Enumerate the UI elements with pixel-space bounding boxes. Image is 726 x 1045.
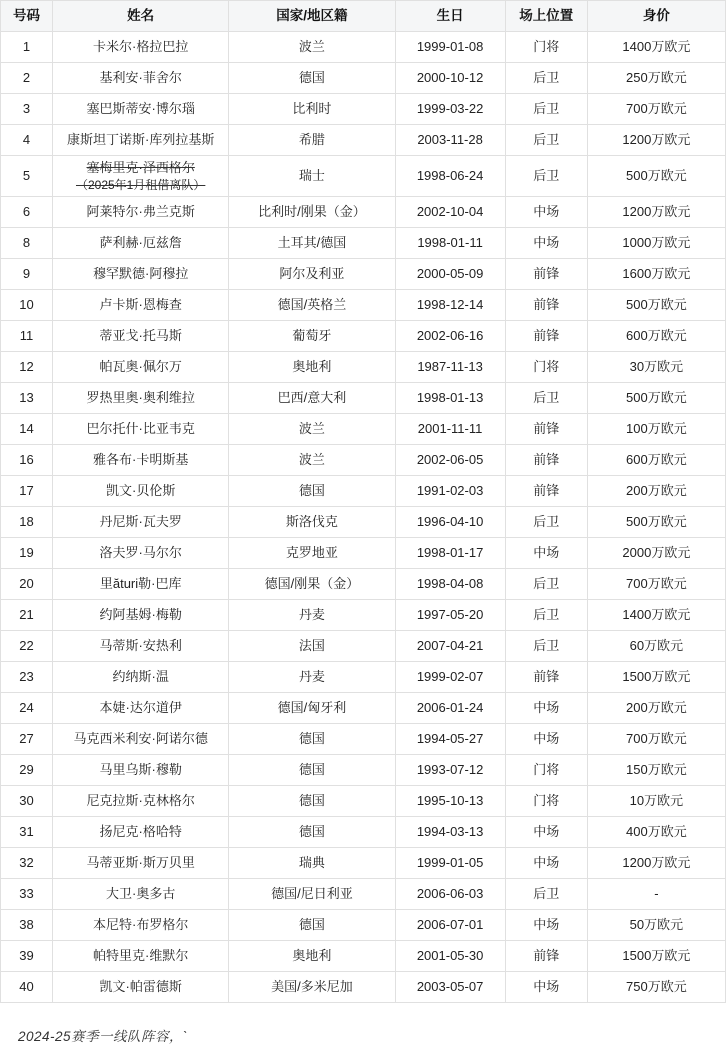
cell-position: 后卫 bbox=[505, 382, 587, 413]
cell-nation: 德国/刚果（金） bbox=[229, 568, 395, 599]
cell-position: 后卫 bbox=[505, 568, 587, 599]
cell-birthday: 1991-02-03 bbox=[395, 475, 505, 506]
cell-number: 6 bbox=[1, 196, 53, 227]
cell-market-value: 1500万欧元 bbox=[587, 661, 725, 692]
cell-nation: 波兰 bbox=[229, 444, 395, 475]
cell-birthday: 1994-05-27 bbox=[395, 723, 505, 754]
cell-market-value: 400万欧元 bbox=[587, 816, 725, 847]
cell-name: 帕特里克·维默尔 bbox=[53, 940, 229, 971]
header-row bbox=[1, 1, 726, 32]
cell-market-value: 2000万欧元 bbox=[587, 537, 725, 568]
cell-position: 前锋 bbox=[505, 475, 587, 506]
cell-name: 洛夫罗·马尔尔 bbox=[53, 537, 229, 568]
cell-name: 里ături勒·巴库 bbox=[53, 568, 229, 599]
table-row bbox=[1, 444, 726, 475]
cell-name: 约阿基姆·梅勒 bbox=[53, 599, 229, 630]
cell-market-value: 100万欧元 bbox=[587, 413, 725, 444]
cell-birthday: 1998-12-14 bbox=[395, 289, 505, 320]
table-row bbox=[1, 156, 726, 197]
cell-name: 阿莱特尔·弗兰克斯 bbox=[53, 196, 229, 227]
cell-number: 17 bbox=[1, 475, 53, 506]
cell-birthday: 1999-01-08 bbox=[395, 32, 505, 63]
cell-name: 马蒂亚斯·斯万贝里 bbox=[53, 847, 229, 878]
cell-name: 扬尼克·格哈特 bbox=[53, 816, 229, 847]
cell-nation: 斯洛伐克 bbox=[229, 506, 395, 537]
cell-nation: 美国/多米尼加 bbox=[229, 971, 395, 1002]
cell-position: 中场 bbox=[505, 971, 587, 1002]
cell-name: 卡米尔·格拉巴拉 bbox=[53, 32, 229, 63]
cell-nation: 德国 bbox=[229, 754, 395, 785]
cell-position: 中场 bbox=[505, 196, 587, 227]
cell-number: 23 bbox=[1, 661, 53, 692]
cell-market-value: 200万欧元 bbox=[587, 475, 725, 506]
cell-nation: 波兰 bbox=[229, 413, 395, 444]
cell-number: 13 bbox=[1, 382, 53, 413]
cell-number: 9 bbox=[1, 258, 53, 289]
cell-position: 后卫 bbox=[505, 63, 587, 94]
cell-birthday: 1998-01-17 bbox=[395, 537, 505, 568]
cell-position: 门将 bbox=[505, 754, 587, 785]
cell-name: 巴尔托什·比亚韦克 bbox=[53, 413, 229, 444]
cell-nation: 巴西/意大利 bbox=[229, 382, 395, 413]
cell-market-value: 500万欧元 bbox=[587, 156, 725, 197]
cell-position: 后卫 bbox=[505, 94, 587, 125]
table-row bbox=[1, 413, 726, 444]
table-row bbox=[1, 754, 726, 785]
cell-market-value: 700万欧元 bbox=[587, 568, 725, 599]
cell-nation: 希腊 bbox=[229, 125, 395, 156]
cell-number: 27 bbox=[1, 723, 53, 754]
cell-market-value: 750万欧元 bbox=[587, 971, 725, 1002]
cell-number: 8 bbox=[1, 227, 53, 258]
cell-position: 后卫 bbox=[505, 156, 587, 197]
player-name-note: （2025年1月租借离队） bbox=[75, 177, 206, 192]
cell-nation: 德国/英格兰 bbox=[229, 289, 395, 320]
cell-position: 后卫 bbox=[505, 599, 587, 630]
table-row bbox=[1, 940, 726, 971]
cell-market-value: 1200万欧元 bbox=[587, 196, 725, 227]
cell-birthday: 2003-05-07 bbox=[395, 971, 505, 1002]
cell-birthday: 2001-05-30 bbox=[395, 940, 505, 971]
table-row bbox=[1, 847, 726, 878]
cell-market-value: 500万欧元 bbox=[587, 289, 725, 320]
cell-nation: 德国 bbox=[229, 909, 395, 940]
cell-nation: 土耳其/德国 bbox=[229, 227, 395, 258]
cell-market-value: 1000万欧元 bbox=[587, 227, 725, 258]
cell-birthday: 2006-01-24 bbox=[395, 692, 505, 723]
cell-birthday: 2007-04-21 bbox=[395, 630, 505, 661]
cell-position: 中场 bbox=[505, 692, 587, 723]
table-row bbox=[1, 63, 726, 94]
cell-nation: 比利时/刚果（金） bbox=[229, 196, 395, 227]
cell-position: 门将 bbox=[505, 32, 587, 63]
column-header-position: 场上位置 bbox=[505, 1, 587, 32]
cell-market-value: 1200万欧元 bbox=[587, 125, 725, 156]
cell-position: 前锋 bbox=[505, 940, 587, 971]
cell-birthday: 2006-07-01 bbox=[395, 909, 505, 940]
cell-nation: 丹麦 bbox=[229, 661, 395, 692]
cell-market-value: 1400万欧元 bbox=[587, 599, 725, 630]
table-row bbox=[1, 351, 726, 382]
table-body bbox=[1, 32, 726, 1003]
cell-birthday: 1987-11-13 bbox=[395, 351, 505, 382]
cell-market-value: 150万欧元 bbox=[587, 754, 725, 785]
cell-market-value: 200万欧元 bbox=[587, 692, 725, 723]
cell-number: 11 bbox=[1, 320, 53, 351]
cell-number: 22 bbox=[1, 630, 53, 661]
table-row bbox=[1, 320, 726, 351]
cell-name: 凯文·贝伦斯 bbox=[53, 475, 229, 506]
cell-position: 中场 bbox=[505, 723, 587, 754]
player-name: 塞梅里克·泽西格尔 bbox=[86, 160, 195, 175]
cell-nation: 德国 bbox=[229, 723, 395, 754]
cell-market-value: 500万欧元 bbox=[587, 506, 725, 537]
cell-position: 前锋 bbox=[505, 289, 587, 320]
cell-market-value: 1600万欧元 bbox=[587, 258, 725, 289]
cell-number: 24 bbox=[1, 692, 53, 723]
cell-birthday: 2003-11-28 bbox=[395, 125, 505, 156]
cell-number: 21 bbox=[1, 599, 53, 630]
cell-birthday: 1999-02-07 bbox=[395, 661, 505, 692]
cell-name: 帕瓦奥·佩尔万 bbox=[53, 351, 229, 382]
cell-position: 中场 bbox=[505, 909, 587, 940]
cell-market-value: 700万欧元 bbox=[587, 723, 725, 754]
cell-name: 本尼特·布罗格尔 bbox=[53, 909, 229, 940]
cell-position: 前锋 bbox=[505, 661, 587, 692]
cell-market-value: 30万欧元 bbox=[587, 351, 725, 382]
cell-birthday: 1993-07-12 bbox=[395, 754, 505, 785]
cell-name: 卢卡斯·恩梅查 bbox=[53, 289, 229, 320]
cell-birthday: 2002-06-05 bbox=[395, 444, 505, 475]
cell-nation: 德国 bbox=[229, 816, 395, 847]
cell-nation: 葡萄牙 bbox=[229, 320, 395, 351]
cell-nation: 比利时 bbox=[229, 94, 395, 125]
cell-birthday: 2006-06-03 bbox=[395, 878, 505, 909]
cell-position: 后卫 bbox=[505, 125, 587, 156]
cell-number: 5 bbox=[1, 156, 53, 197]
cell-market-value: 600万欧元 bbox=[587, 320, 725, 351]
cell-name: 康斯坦丁诺斯·库列拉基斯 bbox=[53, 125, 229, 156]
cell-birthday: 1997-05-20 bbox=[395, 599, 505, 630]
cell-name: 罗热里奥·奥利维拉 bbox=[53, 382, 229, 413]
table-row bbox=[1, 661, 726, 692]
cell-name: 雅各布·卡明斯基 bbox=[53, 444, 229, 475]
cell-number: 32 bbox=[1, 847, 53, 878]
cell-name: 马里乌斯·穆勒 bbox=[53, 754, 229, 785]
cell-nation: 法国 bbox=[229, 630, 395, 661]
cell-position: 前锋 bbox=[505, 320, 587, 351]
cell-name: 蒂亚戈·托马斯 bbox=[53, 320, 229, 351]
table-row bbox=[1, 785, 726, 816]
cell-nation: 丹麦 bbox=[229, 599, 395, 630]
cell-number: 40 bbox=[1, 971, 53, 1002]
cell-number: 18 bbox=[1, 506, 53, 537]
cell-market-value: 1400万欧元 bbox=[587, 32, 725, 63]
column-header-name: 姓名 bbox=[53, 1, 229, 32]
cell-name: 本婕·达尔道伊 bbox=[53, 692, 229, 723]
cell-number: 20 bbox=[1, 568, 53, 599]
cell-name: 大卫·奥多古 bbox=[53, 878, 229, 909]
cell-position: 门将 bbox=[505, 351, 587, 382]
cell-nation: 德国/尼日利亚 bbox=[229, 878, 395, 909]
cell-position: 中场 bbox=[505, 537, 587, 568]
cell-name: 凯文·帕雷德斯 bbox=[53, 971, 229, 1002]
cell-number: 29 bbox=[1, 754, 53, 785]
cell-market-value: - bbox=[587, 878, 725, 909]
cell-name bbox=[53, 156, 229, 197]
cell-nation: 瑞典 bbox=[229, 847, 395, 878]
cell-name: 尼克拉斯·克林格尔 bbox=[53, 785, 229, 816]
cell-number: 33 bbox=[1, 878, 53, 909]
table-row bbox=[1, 878, 726, 909]
table-row bbox=[1, 258, 726, 289]
cell-birthday: 2000-10-12 bbox=[395, 63, 505, 94]
cell-nation: 德国/匈牙利 bbox=[229, 692, 395, 723]
cell-position: 后卫 bbox=[505, 506, 587, 537]
table-row bbox=[1, 475, 726, 506]
cell-birthday: 2000-05-09 bbox=[395, 258, 505, 289]
cell-number: 14 bbox=[1, 413, 53, 444]
cell-birthday: 1994-03-13 bbox=[395, 816, 505, 847]
cell-birthday: 1995-10-13 bbox=[395, 785, 505, 816]
cell-name: 穆罕默德·阿穆拉 bbox=[53, 258, 229, 289]
cell-position: 中场 bbox=[505, 227, 587, 258]
cell-nation: 德国 bbox=[229, 785, 395, 816]
cell-position: 后卫 bbox=[505, 630, 587, 661]
cell-birthday: 2002-06-16 bbox=[395, 320, 505, 351]
cell-nation: 克罗地亚 bbox=[229, 537, 395, 568]
cell-market-value: 1500万欧元 bbox=[587, 940, 725, 971]
cell-birthday: 2001-11-11 bbox=[395, 413, 505, 444]
table-row bbox=[1, 568, 726, 599]
cell-nation: 奥地利 bbox=[229, 351, 395, 382]
table-row bbox=[1, 599, 726, 630]
cell-position: 前锋 bbox=[505, 413, 587, 444]
table-row bbox=[1, 723, 726, 754]
table-row bbox=[1, 125, 726, 156]
column-header-nation: 国家/地区籍 bbox=[229, 1, 395, 32]
cell-nation: 德国 bbox=[229, 475, 395, 506]
cell-market-value: 10万欧元 bbox=[587, 785, 725, 816]
cell-number: 16 bbox=[1, 444, 53, 475]
cell-name: 马蒂斯·安热利 bbox=[53, 630, 229, 661]
cell-birthday: 2002-10-04 bbox=[395, 196, 505, 227]
cell-number: 19 bbox=[1, 537, 53, 568]
table-row bbox=[1, 909, 726, 940]
cell-birthday: 1998-01-11 bbox=[395, 227, 505, 258]
table-row bbox=[1, 289, 726, 320]
cell-nation: 瑞士 bbox=[229, 156, 395, 197]
cell-birthday: 1998-04-08 bbox=[395, 568, 505, 599]
cell-market-value: 600万欧元 bbox=[587, 444, 725, 475]
cell-name: 基利安·菲舍尔 bbox=[53, 63, 229, 94]
cell-position: 中场 bbox=[505, 816, 587, 847]
table-row bbox=[1, 816, 726, 847]
table-caption: 2024-25赛季一线队阵容，` bbox=[18, 1028, 189, 1044]
cell-birthday: 1996-04-10 bbox=[395, 506, 505, 537]
cell-number: 3 bbox=[1, 94, 53, 125]
cell-name: 马克西米利安·阿诺尔德 bbox=[53, 723, 229, 754]
cell-position: 后卫 bbox=[505, 878, 587, 909]
table-row bbox=[1, 227, 726, 258]
cell-position: 中场 bbox=[505, 847, 587, 878]
table-row bbox=[1, 94, 726, 125]
column-header-birthday: 生日 bbox=[395, 1, 505, 32]
cell-number: 30 bbox=[1, 785, 53, 816]
cell-nation: 阿尔及利亚 bbox=[229, 258, 395, 289]
cell-number: 38 bbox=[1, 909, 53, 940]
cell-position: 门将 bbox=[505, 785, 587, 816]
column-header-number: 号码 bbox=[1, 1, 53, 32]
cell-birthday: 1999-01-05 bbox=[395, 847, 505, 878]
cell-position: 前锋 bbox=[505, 444, 587, 475]
cell-number: 31 bbox=[1, 816, 53, 847]
table-row bbox=[1, 971, 726, 1002]
table-row bbox=[1, 32, 726, 63]
cell-market-value: 1200万欧元 bbox=[587, 847, 725, 878]
cell-number: 12 bbox=[1, 351, 53, 382]
cell-birthday: 1999-03-22 bbox=[395, 94, 505, 125]
cell-market-value: 250万欧元 bbox=[587, 63, 725, 94]
cell-market-value: 50万欧元 bbox=[587, 909, 725, 940]
cell-name: 塞巴斯蒂安·博尔瑙 bbox=[53, 94, 229, 125]
table-row bbox=[1, 196, 726, 227]
table-row bbox=[1, 506, 726, 537]
cell-nation: 奥地利 bbox=[229, 940, 395, 971]
cell-name: 萨利赫·厄兹詹 bbox=[53, 227, 229, 258]
cell-name: 约纳斯·温 bbox=[53, 661, 229, 692]
column-header-value: 身价 bbox=[587, 1, 725, 32]
cell-name: 丹尼斯·瓦夫罗 bbox=[53, 506, 229, 537]
table-header bbox=[1, 1, 726, 32]
cell-number: 10 bbox=[1, 289, 53, 320]
cell-nation: 波兰 bbox=[229, 32, 395, 63]
cell-market-value: 500万欧元 bbox=[587, 382, 725, 413]
table-row bbox=[1, 630, 726, 661]
cell-number: 39 bbox=[1, 940, 53, 971]
cell-number: 1 bbox=[1, 32, 53, 63]
cell-nation: 德国 bbox=[229, 63, 395, 94]
table-row bbox=[1, 692, 726, 723]
table-row bbox=[1, 382, 726, 413]
cell-market-value: 700万欧元 bbox=[587, 94, 725, 125]
cell-position: 前锋 bbox=[505, 258, 587, 289]
table-row bbox=[1, 537, 726, 568]
cell-number: 2 bbox=[1, 63, 53, 94]
cell-birthday: 1998-01-13 bbox=[395, 382, 505, 413]
cell-birthday: 1998-06-24 bbox=[395, 156, 505, 197]
cell-number: 4 bbox=[1, 125, 53, 156]
cell-market-value: 60万欧元 bbox=[587, 630, 725, 661]
